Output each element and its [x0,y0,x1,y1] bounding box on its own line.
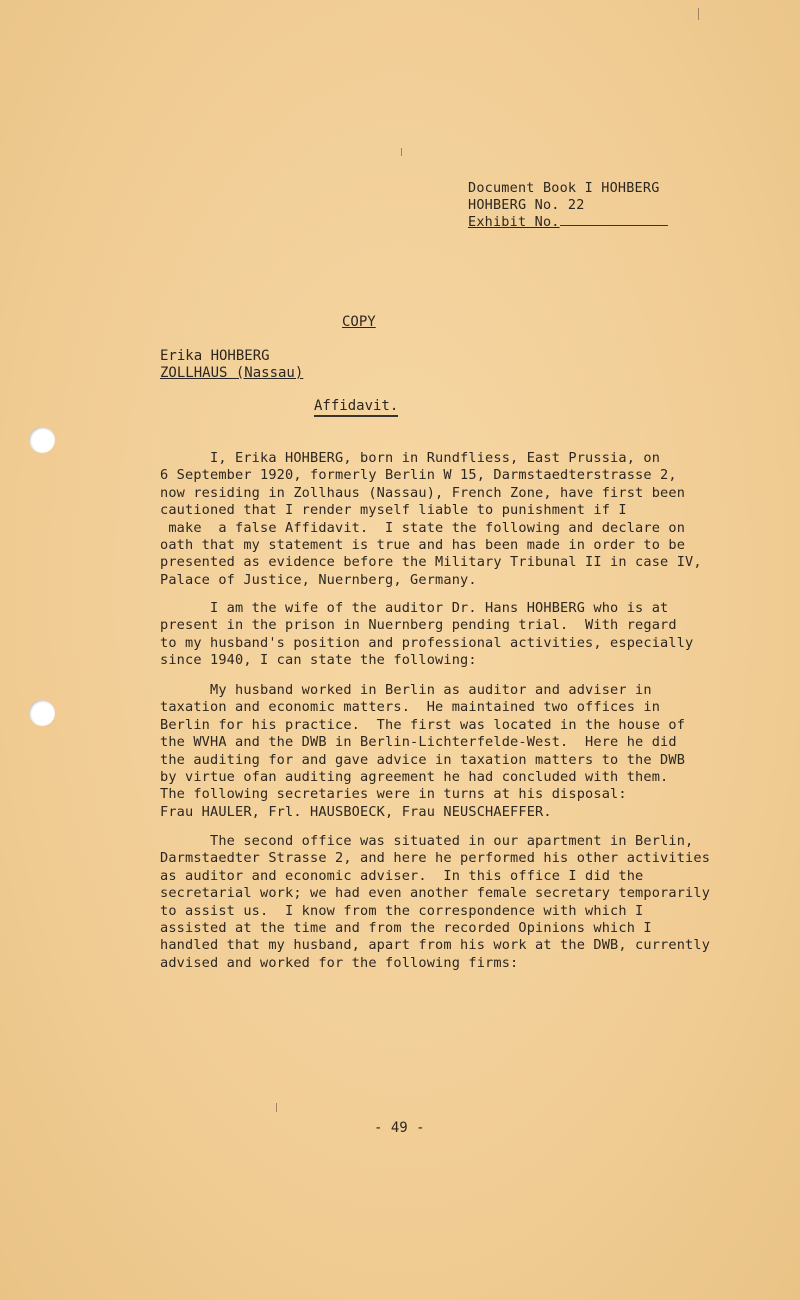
paragraph-4: The second office was situated in our apartment in Berlin, Darmstaedter Strasse 2, and here he performed his other activities as auditor and economic adviser. In this office I did the secretarial work; we had even another female secretary temporarily to assist us. I know from the correspondence with which I assisted at the time and from the recorded Opinions which I handled that my husband, apart from his work at the DWB, currently advised and worked for the following firms: [160,833,711,971]
punch-hole-bottom [29,700,55,726]
paragraph-1: I, Erika HOHBERG, born in Rundfliess, East Prussia, on 6 September 1920, formerly Berlin W 15, Darmstaedterstrasse 2, now residing in Zollhaus (Nassau), French Zone, have first been cautioned that I render myself liable to punishment if I make a false Affidavit. I state the following and declare on oath that my statement is true and has been made in order to be presented as evidence before the Military Tribunal II in case IV, Palace of Justice, Nuernberg, Germany. [160,450,702,588]
paper-mark [401,148,402,156]
author-block [160,348,303,382]
punch-hole-top [29,427,55,453]
page-number: - 49 - [374,1120,425,1136]
paper-mark [698,8,699,20]
paper-mark [276,1103,277,1112]
document-number-line: HOHBERG No. 22 [468,197,585,213]
author-name: Erika HOHBERG [160,348,270,364]
document-reference [468,180,668,231]
exhibit-label: Exhibit No. [468,214,560,230]
paragraph-3: My husband worked in Berlin as auditor and adviser in taxation and economic matters. He maintained two offices in Berlin for his practice. The first was located in the house of the WVHA and the DWB in Berlin-Lichterfelde-West. Here he did the auditing for and gave advice in taxation matters to the DWB by virtue ofan auditing agreement he had concluded with them. The following secretaries were in turns at his disposal: Frau HAULER, Frl. HAUSBOECK, Frau NEUSCHAEFFER. [160,682,686,820]
copy-label: COPY [342,314,376,330]
exhibit-line [468,214,668,231]
affidavit-title: Affidavit. [314,398,398,417]
paragraph-2: I am the wife of the auditor Dr. Hans HOHBERG who is at present in the prison in Nuernberg pending trial. With regard to my husband's position and professional activities, especially since 1940, I can state the following: [160,600,694,669]
exhibit-blank [560,225,668,226]
document-book-line: Document Book I HOHBERG [468,180,660,196]
author-place: ZOLLHAUS (Nassau) [160,365,304,381]
